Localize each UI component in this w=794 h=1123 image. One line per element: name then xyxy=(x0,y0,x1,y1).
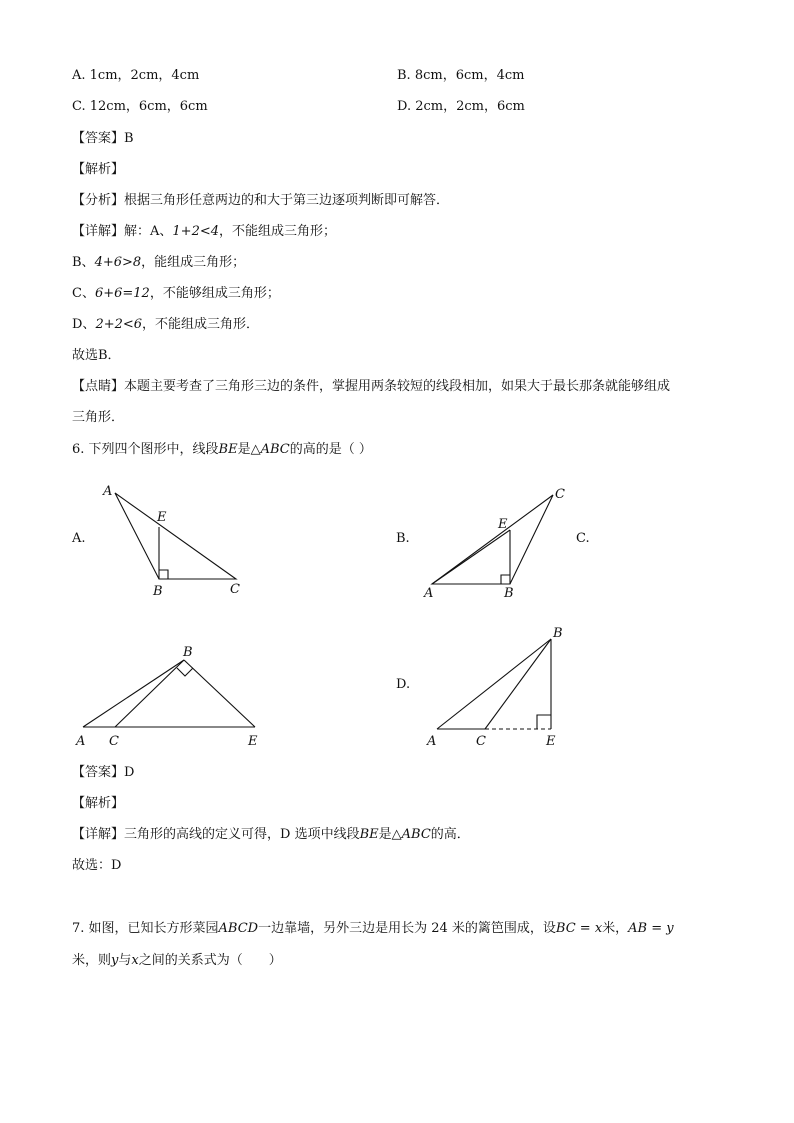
fig-c-label-e: E xyxy=(248,734,258,749)
fig-c-label-a: A xyxy=(76,734,86,749)
q7-stem-unit1: 米， xyxy=(602,921,629,936)
fig-a-label-c: C xyxy=(230,582,240,597)
fenxi-tag: 【分析】 xyxy=(72,193,125,208)
expr-b: 4+6>8 xyxy=(94,255,142,270)
q6-answer-line xyxy=(72,764,134,782)
option-d[interactable]: D. 2cm，2cm，6cm xyxy=(397,99,525,114)
option-a[interactable]: A. 1cm，2cm，4cm xyxy=(72,68,200,83)
q6-detail-mid: 是 xyxy=(378,827,392,842)
q6-option-d-label[interactable]: D. xyxy=(396,677,411,692)
comment-text-1: 本题主要考查了三角形三边的条件，掌握用两条较短的线段相加，如果大于最长那条就能够组成 xyxy=(124,379,671,394)
fig-d-right-angle-mark xyxy=(537,715,551,729)
answer-tag: 【答案】 xyxy=(72,131,125,146)
fig-b-label-c: C xyxy=(555,487,565,502)
fig-c-label-b: B xyxy=(183,645,193,660)
fig-b-label-e: E xyxy=(498,517,508,532)
q7-line2-y: y xyxy=(111,953,119,968)
q5-comment-line2: 三角形． xyxy=(72,410,125,425)
q6-answer-tag: 【答案】 xyxy=(72,765,125,780)
q6-option-c-label[interactable]: C. xyxy=(576,531,590,546)
q7-line2-unit: 米，则 xyxy=(72,953,112,968)
q7-stem-line2 xyxy=(72,952,282,970)
q6-detail-tri: △ABC xyxy=(391,827,431,842)
expr-d: 2+2<6 xyxy=(95,317,143,332)
line-b-lead: B、 xyxy=(72,255,95,270)
line-c-lead: C、 xyxy=(72,286,95,301)
q6-stem-mid: 是 xyxy=(237,442,251,457)
fig-b-label-b: B xyxy=(504,586,514,601)
q6-detail-tail: 的高． xyxy=(430,827,470,842)
q7-line2-tail: 之间的关系式为（ ） xyxy=(138,953,282,968)
fig-d-label-c: C xyxy=(476,734,486,749)
q6-option-a-label[interactable]: A. xyxy=(72,531,86,546)
line-d-lead: D、 xyxy=(72,317,96,332)
q6-stem-be: BE xyxy=(218,442,238,457)
expr-c: 6+6=12 xyxy=(94,286,150,301)
q5-choose: 故选B． xyxy=(72,348,121,363)
line-b-tail: ，能组成三角形； xyxy=(141,255,246,270)
detail-tag: 【详解】 xyxy=(72,224,125,239)
fig-a-label-a: A xyxy=(103,484,113,499)
q6-stem-tail: 的高的是（ ） xyxy=(289,442,372,457)
fig-d-label-b: B xyxy=(553,626,563,641)
q6-detail-lead: 三角形的高线的定义可得，D 选项中线段 xyxy=(124,827,360,842)
detail-lead: 解：A、 xyxy=(124,224,173,239)
line-d-tail: ，不能组成三角形． xyxy=(142,317,260,332)
q7-line2-mid: 与 xyxy=(118,953,132,968)
q6-option-b-label[interactable]: B. xyxy=(396,531,410,546)
option-b[interactable]: B. 8cm，6cm，4cm xyxy=(397,68,525,83)
fig-b-label-a: A xyxy=(424,586,434,601)
q6-answer-value: D xyxy=(124,765,135,780)
fig-d-label-e: E xyxy=(546,734,556,749)
fenxi-text: 根据三角形任意两边的和大于第三边逐项判断即可解答． xyxy=(124,193,450,208)
fig-a-label-b: B xyxy=(153,584,163,599)
q6-stem-tri: △ABC xyxy=(250,442,290,457)
q7-stem-line1 xyxy=(72,920,674,938)
q6-stem-lead: 6. 下列四个图形中，线段 xyxy=(72,442,219,457)
q7-line2-x: x xyxy=(131,953,139,968)
q7-stem-bc: BC = x xyxy=(555,921,603,936)
comment-tag: 【点睛】 xyxy=(72,379,125,394)
fig-d-segment-ab xyxy=(437,639,551,729)
q6-choose: 故选：D xyxy=(72,858,122,873)
q7-stem-mid: 一边靠墙，另外三边是用长为 24 米的篱笆围成，设 xyxy=(258,921,556,936)
fig-a-label-e: E xyxy=(157,510,167,525)
answer-value: B xyxy=(124,131,134,146)
q7-stem-lead: 7. 如图，已知长方形菜园 xyxy=(72,921,219,936)
q6-detail-tag: 【详解】 xyxy=(72,827,125,842)
detail-tail-a: ，不能组成三角形； xyxy=(219,224,337,239)
fig-c-label-c: C xyxy=(109,734,119,749)
q7-stem-abcd: ABCD xyxy=(218,921,259,936)
q6-analysis-tag: 【解析】 xyxy=(72,796,125,811)
q5-analysis-tag: 【解析】 xyxy=(72,162,125,177)
q7-stem-ab: AB = y xyxy=(628,921,674,936)
line-c-tail: ，不能够组成三角形； xyxy=(149,286,280,301)
fig-d-label-a: A xyxy=(427,734,437,749)
q6-detail-be: BE xyxy=(359,827,379,842)
q6-detail-line xyxy=(72,826,470,844)
option-c[interactable]: C. 12cm，6cm，6cm xyxy=(72,99,208,114)
expr-a: 1+2<4 xyxy=(172,224,220,239)
